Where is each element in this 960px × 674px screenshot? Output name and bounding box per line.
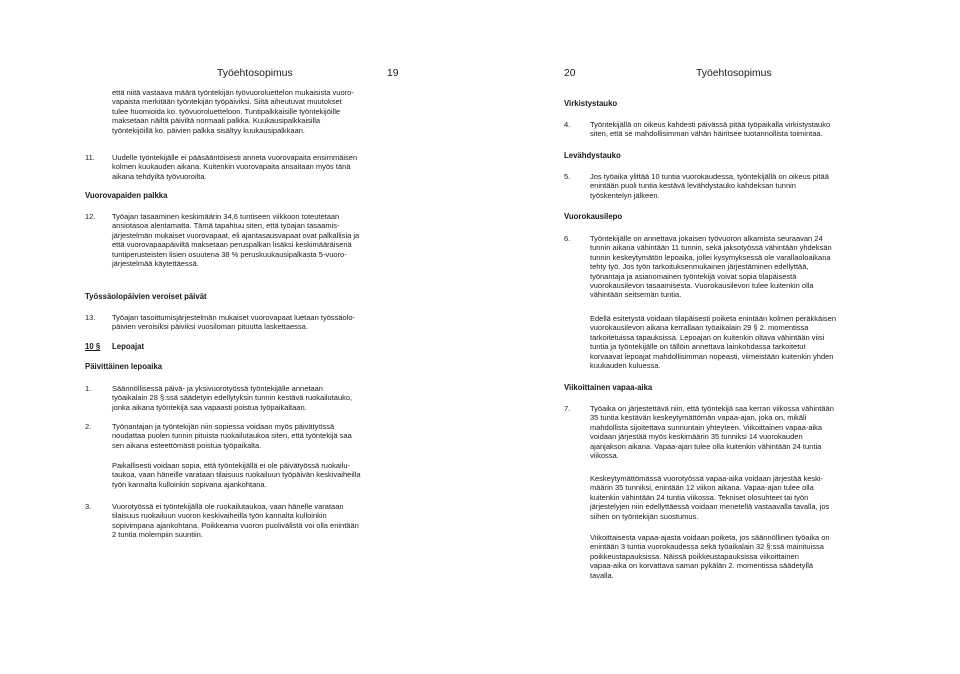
section-heading: Levähdystauko: [564, 151, 621, 160]
text-line: työskentelyn jälkeen.: [590, 190, 660, 200]
text-line: Viikoittaisesta vapaa-ajasta voidaan poiketa, jos säännöllinen työaika on: [590, 533, 830, 542]
text-line: Vuorotyössä ei työntekijällä ole ruokailutaukoa, vaan hänelle varataan: [112, 502, 344, 511]
section-number-text: 10 §: [85, 342, 101, 351]
item-3-paragraph: [112, 502, 359, 540]
right-page-number: 20: [564, 68, 576, 79]
text-line: korvaavat lepoajat mahdollisimman nopeasti, viimeistään kuitenkin yhden: [590, 351, 834, 361]
text-line: tavalla.: [590, 570, 614, 580]
section-heading: Vuorokausilepo: [564, 212, 623, 221]
right-header-title: Työehtosopimus: [696, 68, 772, 79]
text-line: enintään 3 tuntia vuorokaudessa sekä työaikalain 32 §:ssä mainituissa: [590, 542, 824, 552]
section-heading: Vuorovapaiden palkka: [85, 191, 168, 200]
text-line: 2 tuntia molempiin suuntiin.: [112, 530, 203, 540]
text-line: sopivimpana ajankohtana. Poikkeama vuoron puolivälistä voi olla enintään: [112, 520, 359, 530]
text-line: työntekijöillä ko. päivien palkka sisältyy kuukausipalkkaan.: [112, 125, 306, 135]
item-2-paragraph-2: [112, 461, 361, 489]
text-line: vapaista merkitään työntekijän työpäiviksi. Siitä aiheutuvat muutokset: [112, 97, 342, 107]
text-line: ajanjakson aikana. Vapaa-ajan tulee olla kuitenkin vähintään 24 tuntia: [590, 441, 822, 451]
intro-paragraph: [112, 88, 354, 135]
text-line: ansiotasoa alentamatta. Tämä tapahtuu siten, että työajan tasaamis-: [112, 221, 340, 231]
item-6-paragraph: [590, 234, 832, 300]
text-line: Työntekijällä on oikeus kahdesti päivässä pitää työpaikalla virkistystauko: [590, 120, 831, 129]
text-line: viikossa.: [590, 451, 619, 461]
text-line: Työajan tasoittumisjärjestelmän mukaiset vuorovapaat luetaan työssäolo-: [112, 313, 356, 322]
text-line: vuorokausilevon tasaamisesta. Vuorokausilevon tulee kuitenkin olla: [590, 281, 814, 291]
text-line: Työaika on järjestettävä niin, että työntekijä saa kerran viikossa vähintään: [590, 404, 834, 413]
text-line: vapaa-aika on korvattava saman pykälän 2. momentissa säädetyllä: [590, 561, 814, 571]
item-number: 7.: [564, 404, 571, 413]
item-number: 2.: [85, 422, 92, 431]
text-line: enintään puoli tuntia kestävä levähdystauko kahdeksan tunnin: [590, 181, 796, 191]
item-11-paragraph: [112, 153, 357, 181]
text-line: maksetaan näiltä päiviltä normaali palkka. Kuukausipalkkaisilla: [112, 116, 321, 126]
text-line: kuitenkin vähintään 24 tuntia viikossa. Tekniset olosuhteet tai työn: [590, 492, 809, 502]
text-line: voidaan järjestää myös keskimäärin 35 tunniksi 14 vuorokauden: [590, 432, 803, 442]
item-7-paragraph-3: [590, 533, 830, 580]
text-line: kolmen kuukauden aikana. Kuitenkin vuorovapaita ansaitaan myös tänä: [112, 162, 351, 172]
item-number: 6.: [564, 234, 571, 243]
section-title: Lepoajat: [112, 342, 145, 351]
text-line: tulee huomioida ko. työvuoroluetteloon. Tuntipalkkaisille työntekijöille: [112, 106, 341, 116]
item-number: 3.: [85, 502, 92, 511]
text-line: Keskeytymättömässä vuorotyössä vapaa-aika voidaan järjestää keski-: [590, 474, 824, 483]
text-line: määrin 35 tunniksi, enintään 12 viikon aikana. Vapaa-ajan tulee olla: [590, 483, 814, 493]
section-heading: Työssäolopäivien veroiset päivät: [85, 292, 207, 301]
item-number: 11.: [85, 153, 95, 162]
text-line: työn kannalta kulloinkin sopivana ajankohtana.: [112, 479, 267, 489]
text-line: tuntiperusteisten lisien osuutena 38 % peruskuukausipalkasta 5-vuoro-: [112, 249, 347, 259]
item-5-paragraph: [590, 172, 829, 200]
text-line: järjestelmän mukaiset vuorovapaat, eli ajantasausvapaat ovat palkallisia ja: [112, 230, 360, 240]
text-line: taukoa, vaan häneille varataan tilaisuus ruokailuun työpäivän keskivaiheilla: [112, 470, 361, 480]
left-header-title: Työehtosopimus: [217, 68, 293, 79]
text-line: vähintään seitsemän tuntia.: [590, 290, 682, 300]
text-line: tunnin aikana vähintään 11 tunnin, sekä jaksotyössä vähintään yhdeksän: [590, 243, 832, 253]
text-line: poikkeustapauksissa. Näissä poikkeustapauksissa viikoittainen: [590, 551, 799, 561]
item-number: 4.: [564, 120, 571, 129]
text-line: että vuorovapaapäiviltä maksetaan peruspalkan lisäksi keskimääräisenä: [112, 240, 352, 250]
item-12-paragraph: [112, 212, 359, 268]
item-number: 1.: [85, 384, 92, 393]
right-page: [480, 0, 960, 674]
text-line: Uudelle työntekijälle ei pääsääntöisesti anneta vuorovapaita ensimmäisen: [112, 153, 358, 162]
text-line: päivien veroisiksi päiviksi vuosiloman pituutta laskettaessa.: [112, 322, 308, 332]
left-page-number: 19: [387, 68, 399, 79]
text-line: järjestelmää käytettäessä.: [112, 259, 199, 269]
text-line: tehty työ. Jos työn tarkoituksenmukainen järjestäminen edellyttää,: [590, 262, 809, 272]
section-heading: Viikoittainen vapaa-aika: [564, 383, 653, 392]
text-line: noudattaa puolen tunnin pituista ruokailutaukoa siten, että työntekijä saa: [112, 431, 352, 441]
text-line: aikana tehdyiltä työvuoroilta.: [112, 171, 207, 181]
item-4-paragraph: [590, 120, 830, 139]
text-line: Edellä esitetystä voidaan tilapäisesti poiketa enintään kolmen peräkkäisen: [590, 314, 836, 323]
item-number: 13.: [85, 313, 96, 322]
text-line: Työntekijälle on annettava jokaisen työvuoron alkamista seuraavan 24: [590, 234, 823, 243]
item-number: 12.: [85, 212, 96, 221]
text-line: tarkoitetuissa tapauksissa. Lepoajan on kuitenkin oltava vähintään viisi: [590, 332, 825, 342]
text-line: Jos työaika ylittää 10 tuntia vuorokaudessa, työntekijällä on oikeus pitää: [590, 172, 829, 181]
text-line: sen aikana esteettömästi poistua työpaikalta.: [112, 440, 262, 450]
text-line: vuorokausilevon aikana kerrallaan työaikalain 29 § 2. momentissa: [590, 323, 809, 333]
item-1-paragraph: [112, 384, 352, 412]
text-line: mahdollista sijoitettava sunnuntain yhteyteen. Viikoittainen vapaa-aika: [590, 422, 823, 432]
text-line: tilaisuus ruokailuun vuoron keskivaiheilla työn kannalta kulloinkin: [112, 511, 327, 521]
text-line: Työajan tasaaminen keskimäärin 34,6 tuntiseen viikkoon toteutetaan: [112, 212, 340, 221]
text-line: jonka aikana työntekijä saa vapaasti poistua työpaikaltaan.: [112, 402, 307, 412]
text-line: kuukauden kuluessa.: [590, 361, 661, 371]
text-line: 35 tuntia kestävän keskeytymättömän vapaa-ajan, joka on, mikäli: [590, 413, 807, 423]
text-line: siihen on työntekijän suostumus.: [590, 511, 699, 521]
text-line: Säännöllisessä päivä- ja yksivuorotyössä työntekijälle annetaan: [112, 384, 323, 393]
text-line: työaikalain 28 §:ssä säädetyin edellytyksin tunnin kestävä ruokailutauko,: [112, 393, 353, 403]
text-line: Työnantajan ja työntekijän niin sopiessa voidaan myös päivätyössä: [112, 422, 335, 431]
section-heading: Virkistystauko: [564, 99, 618, 108]
text-line: tuntia ja työntekijälle on tällöin annettava lainkohdassa tarkoitetut: [590, 342, 806, 352]
text-line: siten, että se mahdollisimman vähän häiritsee tuotannollista toimintaa.: [590, 129, 823, 139]
text-line: että niitä vastaava määrä työntekijän työvuoroluettelon mukaisista vuoro-: [112, 88, 354, 97]
text-line: järjestelyjen niin edellyttäessä voidaan menetellä vastaavalla tavalla, jos: [590, 502, 830, 512]
text-line: työnantaja ja asianomainen työntekijä voivat sopia tilapäisestä: [590, 271, 797, 281]
item-13-paragraph: [112, 313, 355, 332]
item-7-paragraph-2: [590, 474, 829, 521]
section-heading: Päivittäinen lepoaika: [85, 362, 163, 371]
item-7-paragraph: [590, 404, 834, 460]
item-number: 5.: [564, 172, 571, 181]
item-2-paragraph: [112, 422, 352, 450]
text-line: tunnin keskeytymätön lepoaika, jollei kysymyksessä ole varallaoloaikana: [590, 252, 831, 262]
section-number: [85, 342, 100, 351]
item-6-paragraph-2: [590, 314, 836, 370]
text-line: Paikallisesti voidaan sopia, että työntekijällä ei ole päivätyössä ruokailu-: [112, 461, 351, 470]
